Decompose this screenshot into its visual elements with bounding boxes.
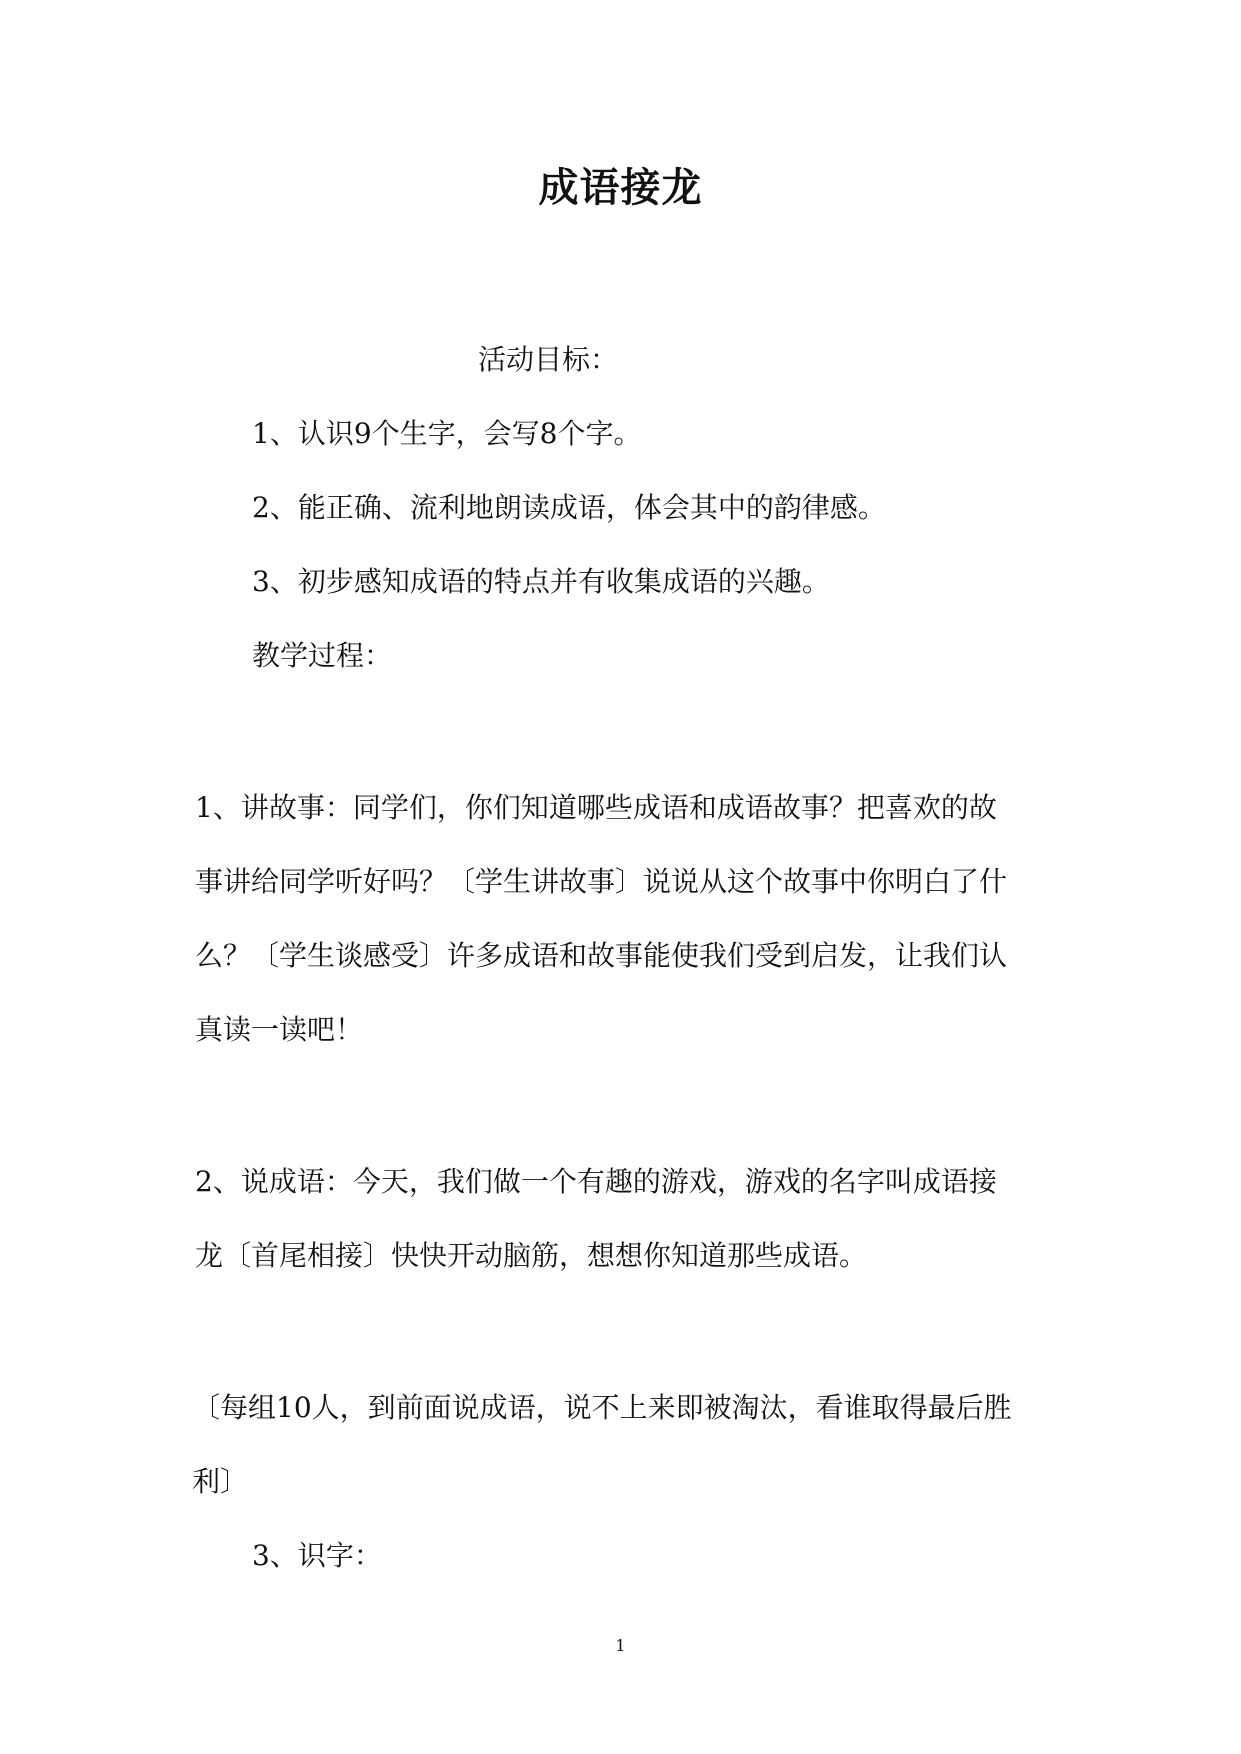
note-line-1: 〔每组10人，到前面说成语，说不上来即被淘汰，看谁取得最后胜 <box>192 1391 1012 1424</box>
page-number: 1 <box>615 1636 626 1655</box>
document-title: 成语接龙 <box>538 164 703 211</box>
note-line-2: 利〕 <box>192 1465 249 1498</box>
process-heading: 教学过程： <box>252 639 393 672</box>
section1-line-4: 真读一读吧！ <box>195 1013 364 1046</box>
goal-item-3: 3、初步感知成语的特点并有收集成语的兴趣。 <box>252 565 830 598</box>
goal-item-1: 1、认识9个生字，会写8个字。 <box>252 417 642 450</box>
section2-line-1: 2、说成语：今天，我们做一个有趣的游戏，游戏的名字叫成语接 <box>195 1165 997 1198</box>
section1-line-3: 么？〔学生谈感受〕许多成语和故事能使我们受到启发，让我们认 <box>195 939 1008 972</box>
section1-line-1: 1、讲故事：同学们，你们知道哪些成语和成语故事？把喜欢的故 <box>195 791 997 824</box>
section2-line-2: 龙〔首尾相接〕快快开动脑筋，想想你知道那些成语。 <box>195 1239 868 1272</box>
section1-line-2: 事讲给同学听好吗？〔学生讲故事〕说说从这个故事中你明白了什 <box>195 865 1008 898</box>
goal-item-2: 2、能正确、流利地朗读成语，体会其中的韵律感。 <box>252 491 886 524</box>
goals-heading: 活动目标： <box>478 343 619 376</box>
section3-heading: 3、识字： <box>252 1539 382 1572</box>
